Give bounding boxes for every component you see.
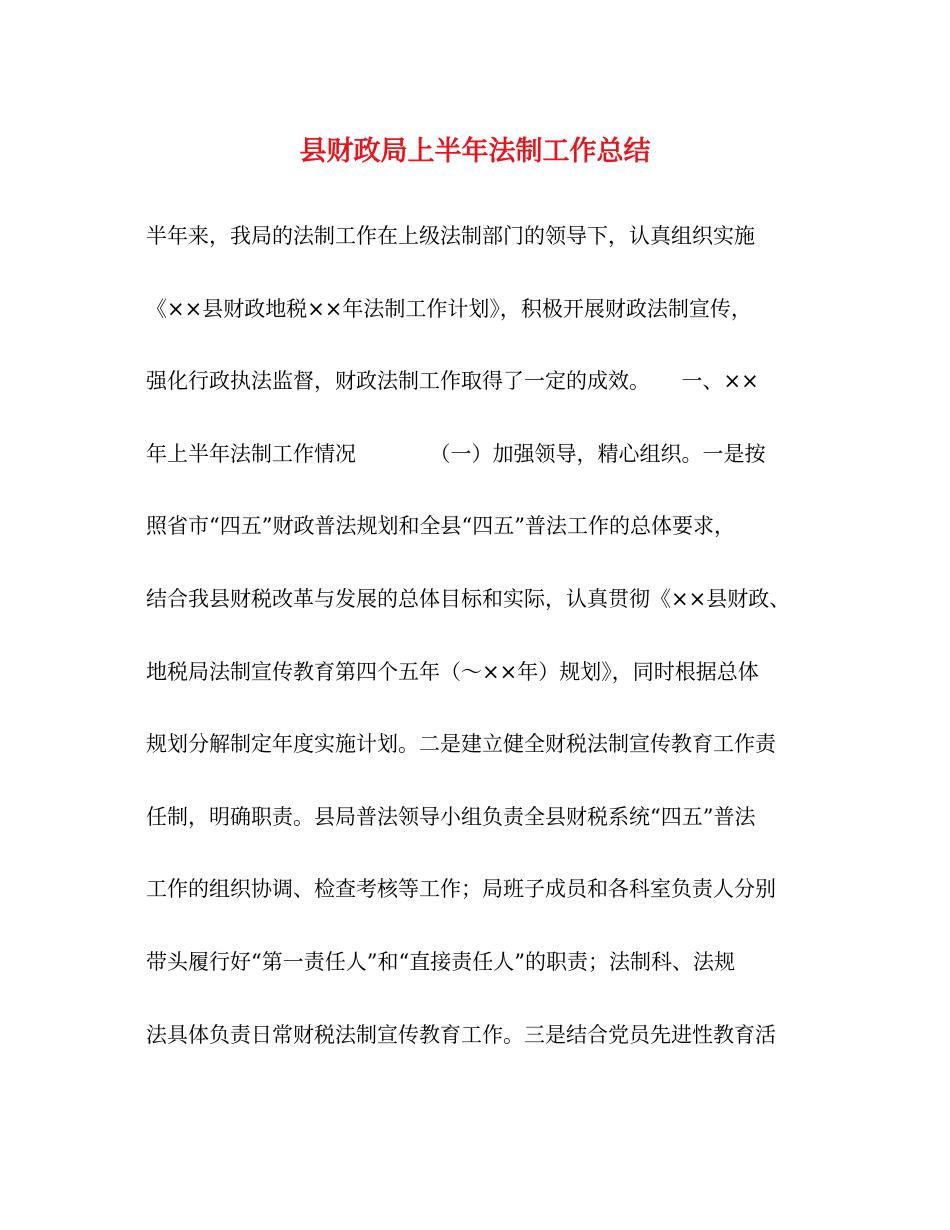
- body-line-6: 结合我县财税改革与发展的总体目标和实际，认真贯彻《××县财政、: [146, 586, 791, 611]
- body-line-10: 工作的组织协调、检查考核等工作；局班子成员和各科室负责人分别: [146, 877, 776, 902]
- body-line-12: 法具体负责日常财税法制宣传教育工作。三是结合党员先进性教育活: [146, 1022, 776, 1047]
- body-line-1: 半年来，我局的法制工作在上级法制部门的领导下，认真组织实施: [146, 224, 755, 248]
- body-line-4: 年上半年法制工作情况 （一）加强领导，精心组织。一是按: [146, 441, 766, 466]
- body-line-5: 照省市“四五”财政普法规划和全县“四五”普法工作的总体要求，: [146, 514, 735, 539]
- body-line-11: 带头履行好“第一责任人”和“直接责任人”的职责；法制科、法规: [146, 949, 735, 974]
- document-title: 县财政局上半年法制工作总结: [299, 136, 651, 167]
- body-line-2: 《××县财政地税××年法制工作计划》，积极开展财政法制宣传，: [146, 296, 752, 321]
- body-line-3: 强化行政执法监督，财政法制工作取得了一定的成效。 一、××: [146, 369, 759, 394]
- body-line-9: 任制，明确职责。县局普法领导小组负责全县财税系统“四五”普法: [146, 804, 756, 829]
- body-line-7: 地税局法制宣传教育第四个五年（～××年）规划》，同时根据总体: [146, 659, 759, 684]
- body-line-8: 规划分解制定年度实施计划。二是建立健全财税法制宣传教育工作责: [146, 732, 776, 757]
- document-body: [146, 216, 806, 1087]
